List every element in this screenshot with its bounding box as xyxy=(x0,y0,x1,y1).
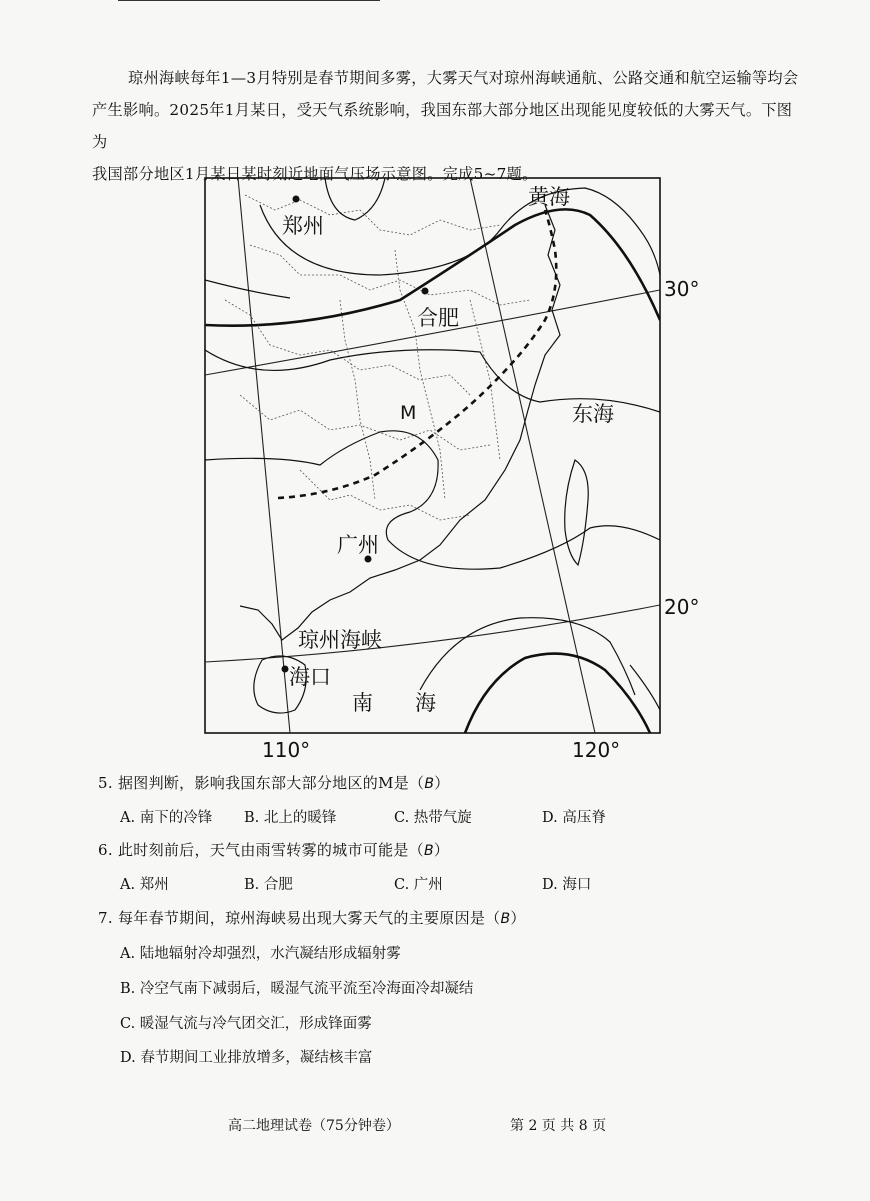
question-6-handwritten-answer: B xyxy=(423,843,434,859)
haikou-dot xyxy=(282,666,289,673)
question-5-text: 5. 据图判断，影响我国东部大部分地区的M是（ xyxy=(98,774,425,792)
taiwan-island xyxy=(565,460,589,565)
label-guangzhou: 广州 xyxy=(337,533,379,557)
label-m: M xyxy=(400,402,417,424)
label-south-sea-1: 南 xyxy=(352,691,373,715)
label-east-sea: 东海 xyxy=(572,402,614,426)
map-frame xyxy=(205,178,660,733)
lat-label-30: 30° xyxy=(664,277,700,301)
intro-line-3: 我国部分地区1月某日某时刻近地面气压场示意图。完成5~7题。 xyxy=(92,165,538,183)
question-7-option-d: D. 春节期间工业排放增多，凝结核丰富 xyxy=(120,1050,373,1066)
question-7-option-b: B. 冷空气南下减弱后，暖湿气流平流至冷海面冷却凝结 xyxy=(120,981,474,997)
question-5-option-a: A. 南下的冷锋 xyxy=(120,810,213,826)
question-7-option-a: A. 陆地辐射冷却强烈，水汽凝结形成辐射雾 xyxy=(120,946,401,962)
label-yellow-sea: 黄海 xyxy=(528,185,570,209)
intro-line-1: 琼州海峡每年1—3月特别是春节期间多雾，大雾天气对琼州海峡通航、公路交通和航空运输等均会 xyxy=(128,69,799,87)
graticule xyxy=(205,178,660,733)
question-6-stem xyxy=(98,839,449,860)
question-5-stem xyxy=(98,772,450,793)
question-5-option-b: B. 北上的暖锋 xyxy=(244,810,337,826)
label-hefei: 合肥 xyxy=(417,306,459,330)
lon-label-110: 110° xyxy=(262,738,311,762)
footer-page-number: 第 2 页 共 8 页 xyxy=(510,1118,607,1134)
question-5-close: ） xyxy=(434,774,450,792)
label-south-sea-2: 海 xyxy=(415,691,436,715)
question-7-option-c: C. 暖湿气流与冷气团交汇，形成锋面雾 xyxy=(120,1016,372,1032)
question-6-close: ） xyxy=(433,841,450,859)
hefei-dot xyxy=(422,288,429,295)
lat-label-20: 20° xyxy=(664,595,700,619)
question-5-option-d: D. 高压脊 xyxy=(542,810,606,826)
intro-line-2: 产生影响。2025年1月某日，受天气系统影响，我国东部大部分地区出现能见度较低的大雾天气。下图为 xyxy=(92,101,793,151)
question-6-option-d: D. 海口 xyxy=(542,877,592,893)
question-6-option-b: B. 合肥 xyxy=(244,877,293,893)
question-7-close: ） xyxy=(510,909,526,927)
question-7-stem xyxy=(98,907,526,928)
label-zhengzhou: 郑州 xyxy=(282,214,324,238)
question-7-text: 7. 每年春节期间，琼州海峡易出现大雾天气的主要原因是（ xyxy=(98,909,501,927)
footer-exam-title: 高二地理试卷（75分钟卷） xyxy=(228,1118,400,1134)
isobar-closed-north xyxy=(325,178,385,220)
question-5-option-c: C. 热带气旋 xyxy=(394,810,472,826)
lon-label-120: 120° xyxy=(572,738,621,762)
label-qiongzhou-strait: 琼州海峡 xyxy=(298,628,382,652)
question-5-handwritten-answer: B xyxy=(424,776,435,792)
isobars xyxy=(205,178,660,733)
question-6-option-a: A. 郑州 xyxy=(120,877,169,893)
question-6-text: 6. 此时刻前后，天气由雨雪转雾的城市可能是（ xyxy=(98,841,424,859)
zhengzhou-dot xyxy=(293,196,300,203)
question-6-option-c: C. 广州 xyxy=(394,877,443,893)
label-haikou: 海口 xyxy=(289,665,331,689)
question-7-handwritten-answer: B xyxy=(500,911,511,927)
